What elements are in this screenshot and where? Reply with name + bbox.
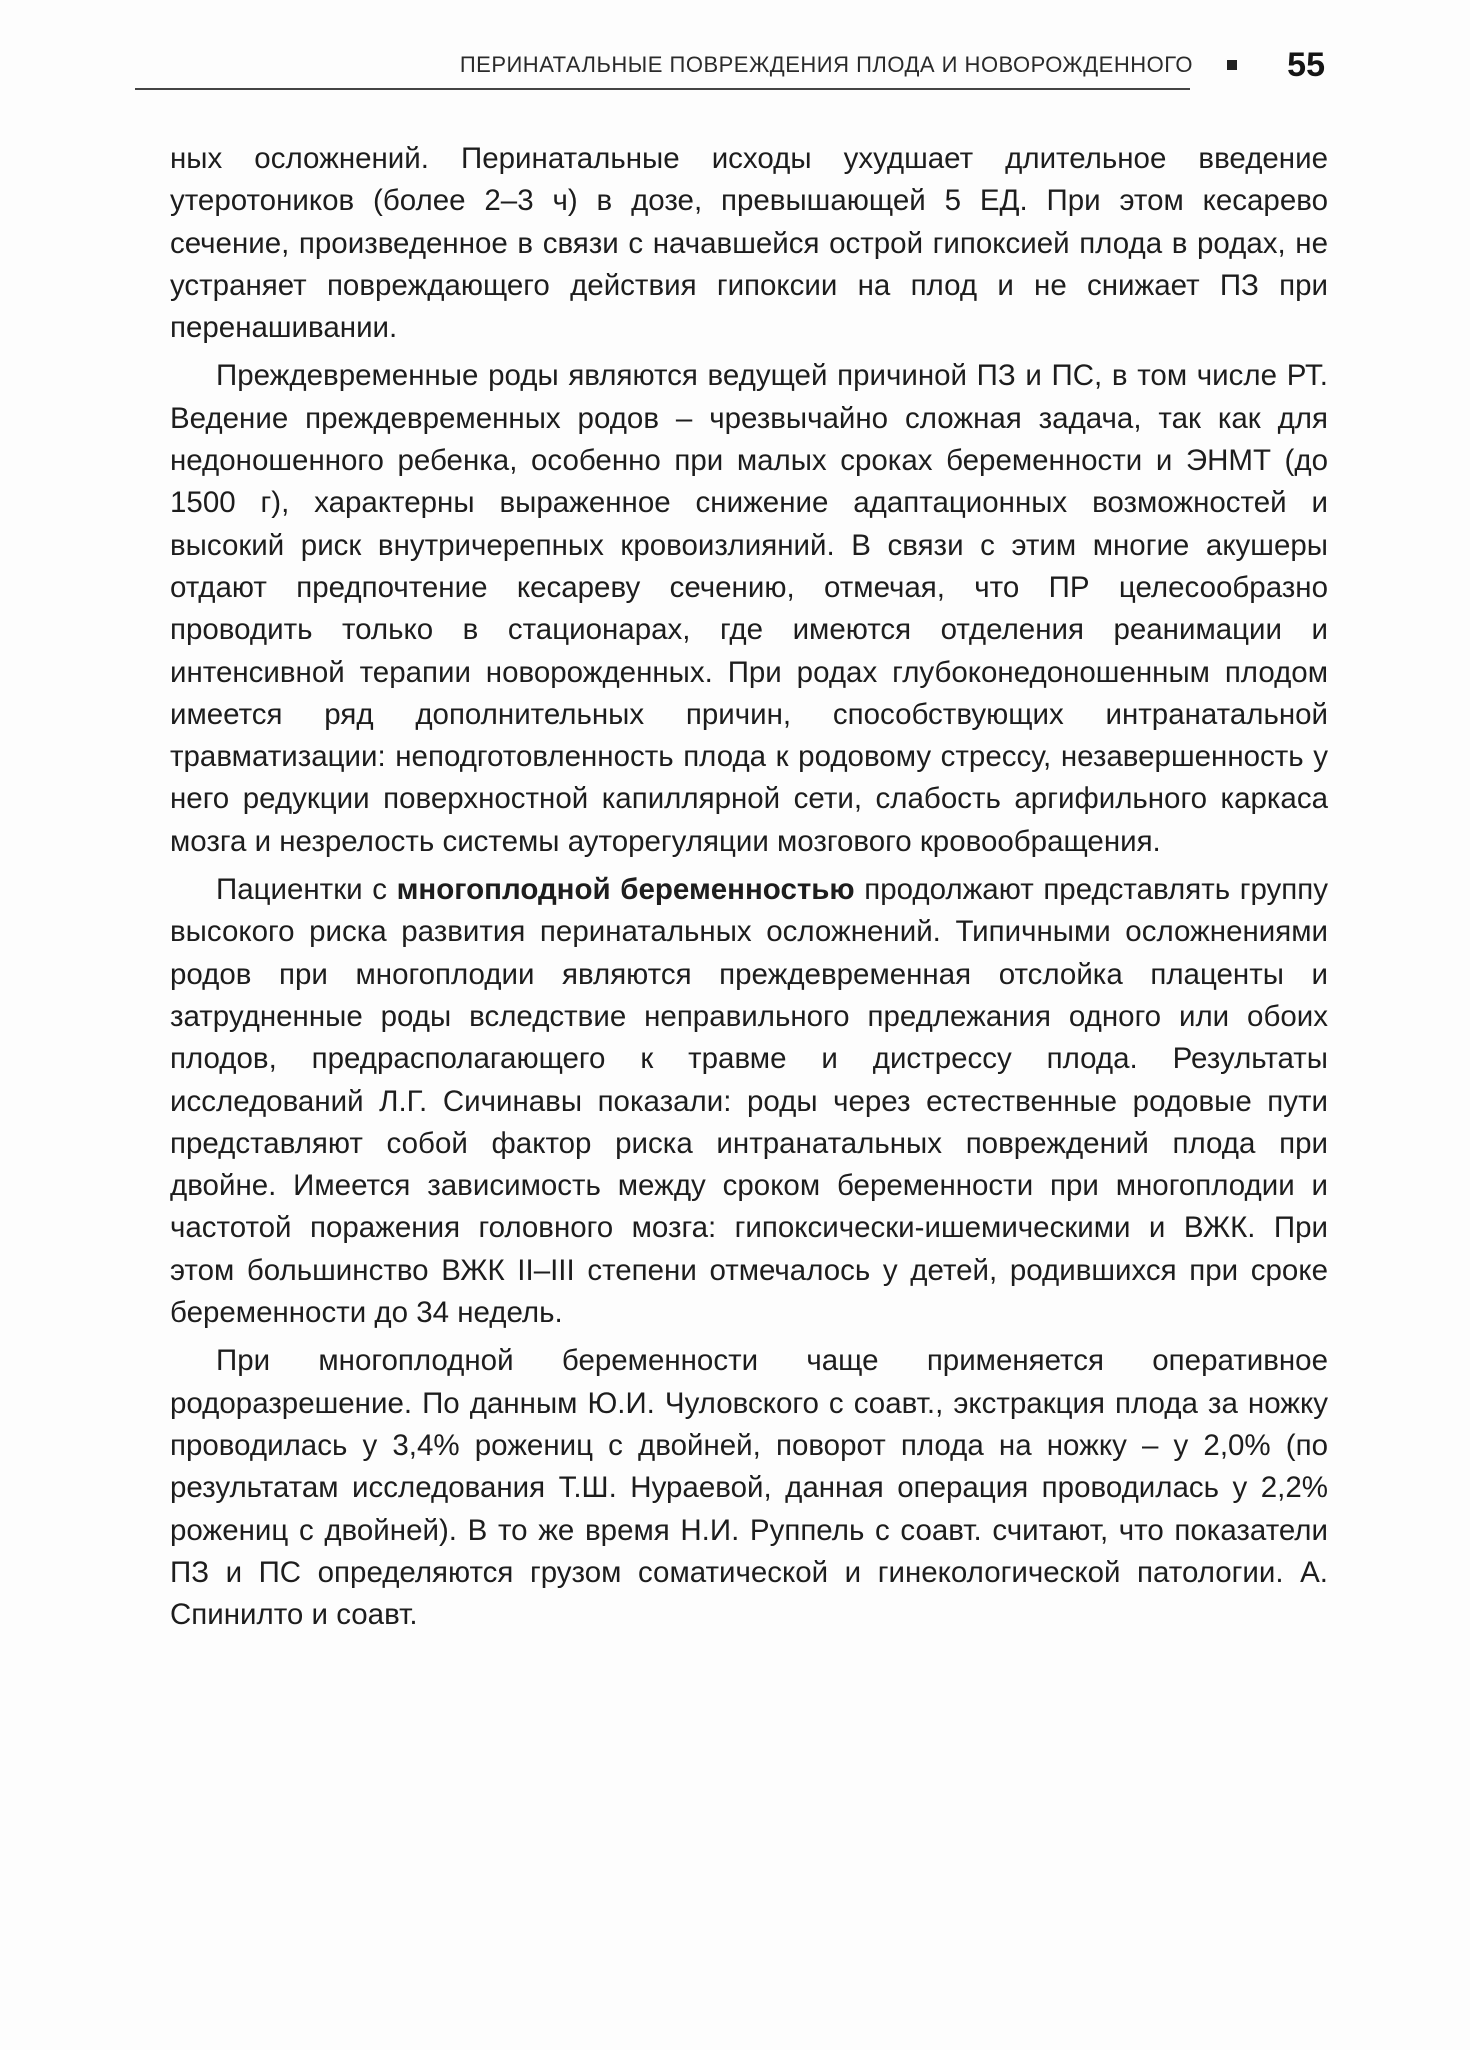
paragraph-rest-text: продолжают представлять группу высокого риска развития перинатальных осложнений. Типичными осложнениями родов при многоплодии являются преждевременная отслойка плаценты и затрудненные роды вследствие неправильного предлежания одного или обоих плодов, предрасполагающего к травме и дистрессу плода. Результаты исследований Л.Г. Сичинавы показали: роды через естественные родовые пути представляют собой фактор риска интранатальных повреждений плода при двойне. Имеется зависимость между сроком беременности при многоплодии и частотой поражения головного мозга: гипоксически-ишемическими и ВЖК. При этом большинство ВЖК II–III степени отмечалось у детей, родившихся при сроке беременности до 34 недель. [170,873,1328,1330]
emphasized-term: многоплодной беременностью [396,873,855,907]
paragraph-preterm-birth: Преждевременные роды являются ведущей причиной ПЗ и ПС, в том числе РТ. Ведение преждевременных родов – чрезвычайно сложная задача, так как для недоношенного ребенка, особенно при малых сроках беременности и ЭНМТ (до 1500 г), характерны выраженное снижение адаптационных возможностей и высокий риск внутричерепных кровоизлияний. В связи с этим многие акушеры отдают предпочтение кесареву сечению, отмечая, что ПР целесообразно проводить только в стационарах, где имеются отделения реанимации и интенсивной терапии новорожденных. При родах глубоконедоношенным плодом имеется ряд дополнительных причин, способствующих интранатальной травматизации: неподготовленность плода к родовому стрессу, незавершенность у него редукции поверхностной капиллярной сети, слабость аргифильного каркаса мозга и незрелость системы ауторегуляции мозгового кровообращения. [170,359,1328,858]
paragraph-continued: ных осложнений. Перинатальные исходы ухудшает длительное введение утеротоников (более 2–3 ч) в дозе, превышающей 5 ЕД. При этом кесарево сечение, произведенное в связи с начавшейся острой гипоксией плода в родах, не устраняет повреждающего действия гипоксии на плод и не снижает ПЗ при перенашивании. [170,142,1328,345]
running-title: ПЕРИНАТАЛЬНЫЕ ПОВРЕЖДЕНИЯ ПЛОДА И НОВОРОЖДЕННОГО [459,52,1193,77]
bullet-separator-icon [1227,60,1237,70]
running-header [135,48,1325,92]
body-text [170,138,1328,1642]
header-rule [135,88,1190,90]
page-number: 55 [1287,46,1325,84]
paragraph-multiple-pregnancy [170,869,1328,1334]
paragraph-operative-delivery: При многоплодной беременности чаще применяется оперативное родоразрешение. По данным Ю.И. Чуловского с соавт., экстракция плода за ножку проводилась у 3,4% рожениц с двойней, поворот плода на ножку – у 2,0% (по результатам исследования Т.Ш. Нураевой, данная операция проводилась у 2,2% рожениц с двойней). В то же время Н.И. Руппель с соавт. считают, что показатели ПЗ и ПС определяются грузом соматической и гинекологической патологии. А. Спинилто и соавт. [170,1344,1328,1632]
paragraph-lead-text: Пациентки с [216,873,397,907]
